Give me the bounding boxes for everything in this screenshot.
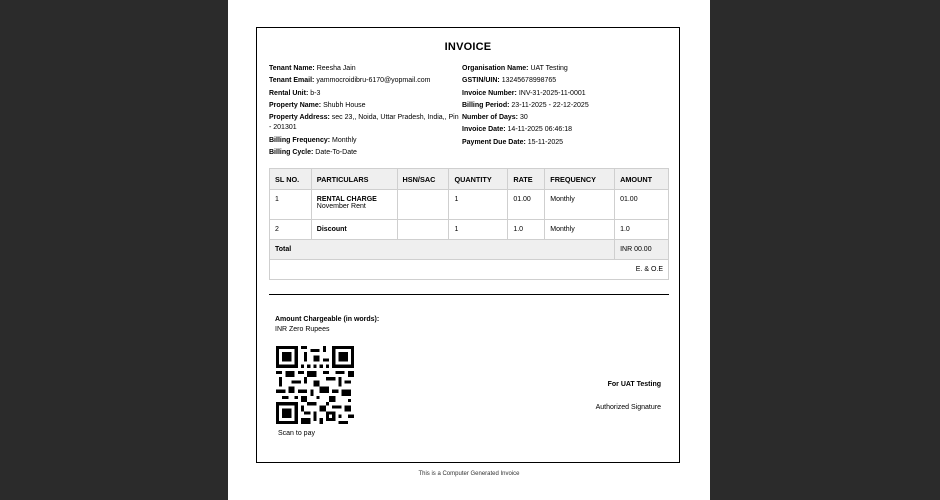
detail-value: UAT Testing	[530, 65, 568, 72]
detail-label: Number of Days:	[462, 114, 519, 122]
detail-value: b-3	[310, 89, 321, 97]
column-header: FREQUENCY	[545, 169, 615, 190]
eoe-text: E. & O.E	[270, 260, 669, 280]
pdf-page	[228, 0, 710, 500]
table-cell: 01.00	[508, 190, 545, 220]
detail-label: Invoice Number:	[462, 89, 517, 97]
detail-value: 23-11-2025 - 22-12-2025	[511, 101, 589, 109]
organisation-details	[462, 63, 672, 149]
total-label: Total	[270, 240, 615, 260]
invoice-items-table	[269, 168, 669, 280]
payment-due-date-row	[462, 137, 672, 149]
detail-value: Monthly	[332, 137, 357, 145]
table-cell: 1	[449, 190, 508, 220]
column-header: SL NO.	[270, 169, 312, 190]
detail-value: Date-To-Date	[315, 149, 357, 157]
detail-value: 30	[519, 114, 528, 122]
detail-value: Shubh House	[323, 101, 366, 109]
invoice-title: INVOICE	[444, 41, 492, 53]
detail-value: yammocroidibru-6170@yopmail.com	[316, 77, 431, 85]
table-cell: Monthly	[545, 190, 615, 220]
table-cell: 2	[270, 220, 312, 240]
table-cell	[397, 220, 449, 240]
table-row	[270, 220, 669, 240]
detail-label: Invoice Date:	[462, 126, 506, 134]
detail-label: Property Address:	[269, 114, 330, 122]
authorized-signature-label: Authorized Signature	[595, 404, 661, 411]
detail-label: Billing Period:	[462, 101, 510, 109]
column-header: AMOUNT	[615, 169, 669, 190]
detail-value: 15-11-2025	[527, 138, 564, 146]
column-header: RATE	[508, 169, 545, 190]
detail-label: Payment Due Date:	[462, 138, 526, 146]
table-cell	[311, 190, 397, 220]
particular-name: RENTAL CHARGE	[316, 196, 377, 203]
table-cell	[311, 220, 397, 240]
for-organisation-label: For UAT Testing	[607, 381, 661, 388]
detail-label: GSTIN/UIN:	[462, 77, 500, 85]
table-cell	[397, 190, 449, 220]
detail-label: Billing Cycle:	[269, 149, 314, 157]
invoice-date-row	[462, 124, 672, 136]
detail-label: Tenant Name:	[269, 65, 315, 72]
column-header: PARTICULARS	[311, 169, 397, 190]
rental-unit-row	[269, 88, 459, 100]
billing-cycle-row	[269, 147, 459, 159]
detail-label: Tenant Email:	[269, 77, 315, 85]
detail-label: Organisation Name:	[462, 65, 529, 72]
total-value: INR 00.00	[615, 240, 669, 260]
property-name-row	[269, 100, 459, 112]
amount-chargeable-label: Amount Chargeable (in words):	[275, 316, 380, 323]
column-header: QUANTITY	[449, 169, 508, 190]
payment-qr-code	[276, 346, 354, 424]
detail-value: 14-11-2025 06:46:18	[507, 126, 573, 134]
table-cell: 1	[449, 220, 508, 240]
computer-generated-note: This is a Computer Generated Invoice	[418, 471, 520, 477]
table-cell: 01.00	[615, 190, 669, 220]
detail-value: sec 23,, Noida, Uttar Pradesh, India,, Pin - 201301	[269, 114, 459, 132]
table-cell: 1	[270, 190, 312, 220]
detail-value: INV-31-2025-11-0001	[518, 89, 586, 97]
table-row	[270, 190, 669, 220]
divider	[269, 294, 669, 295]
tenant-email-row	[269, 75, 459, 87]
invoice-border	[256, 27, 680, 463]
property-address-row	[269, 113, 459, 133]
table-cell: 1.0	[508, 220, 545, 240]
organisation-name-row	[462, 63, 672, 75]
detail-label: Rental Unit:	[269, 89, 309, 97]
particular-name: Discount	[316, 226, 347, 233]
billing-frequency-row	[269, 135, 459, 147]
amount-in-words: INR Zero Rupees	[275, 326, 330, 333]
eoe-row	[270, 260, 669, 280]
scan-to-pay-label: Scan to pay	[278, 430, 315, 437]
detail-value: 13245678998765	[501, 77, 557, 85]
detail-label: Property Name:	[269, 101, 322, 109]
total-row	[270, 240, 669, 260]
table-cell: Monthly	[545, 220, 615, 240]
tenant-details	[269, 63, 459, 160]
tenant-name-row	[269, 63, 459, 75]
gstin-row	[462, 75, 672, 87]
invoice-number-row	[462, 88, 672, 100]
table-header-row	[270, 169, 669, 190]
detail-label: Billing Frequency:	[269, 137, 331, 145]
table-cell: 1.0	[615, 220, 669, 240]
particular-description: November Rent	[316, 203, 366, 210]
billing-period-row	[462, 100, 672, 112]
number-of-days-row	[462, 112, 672, 124]
detail-value: Reesha Jain	[316, 65, 356, 72]
column-header: HSN/SAC	[397, 169, 449, 190]
